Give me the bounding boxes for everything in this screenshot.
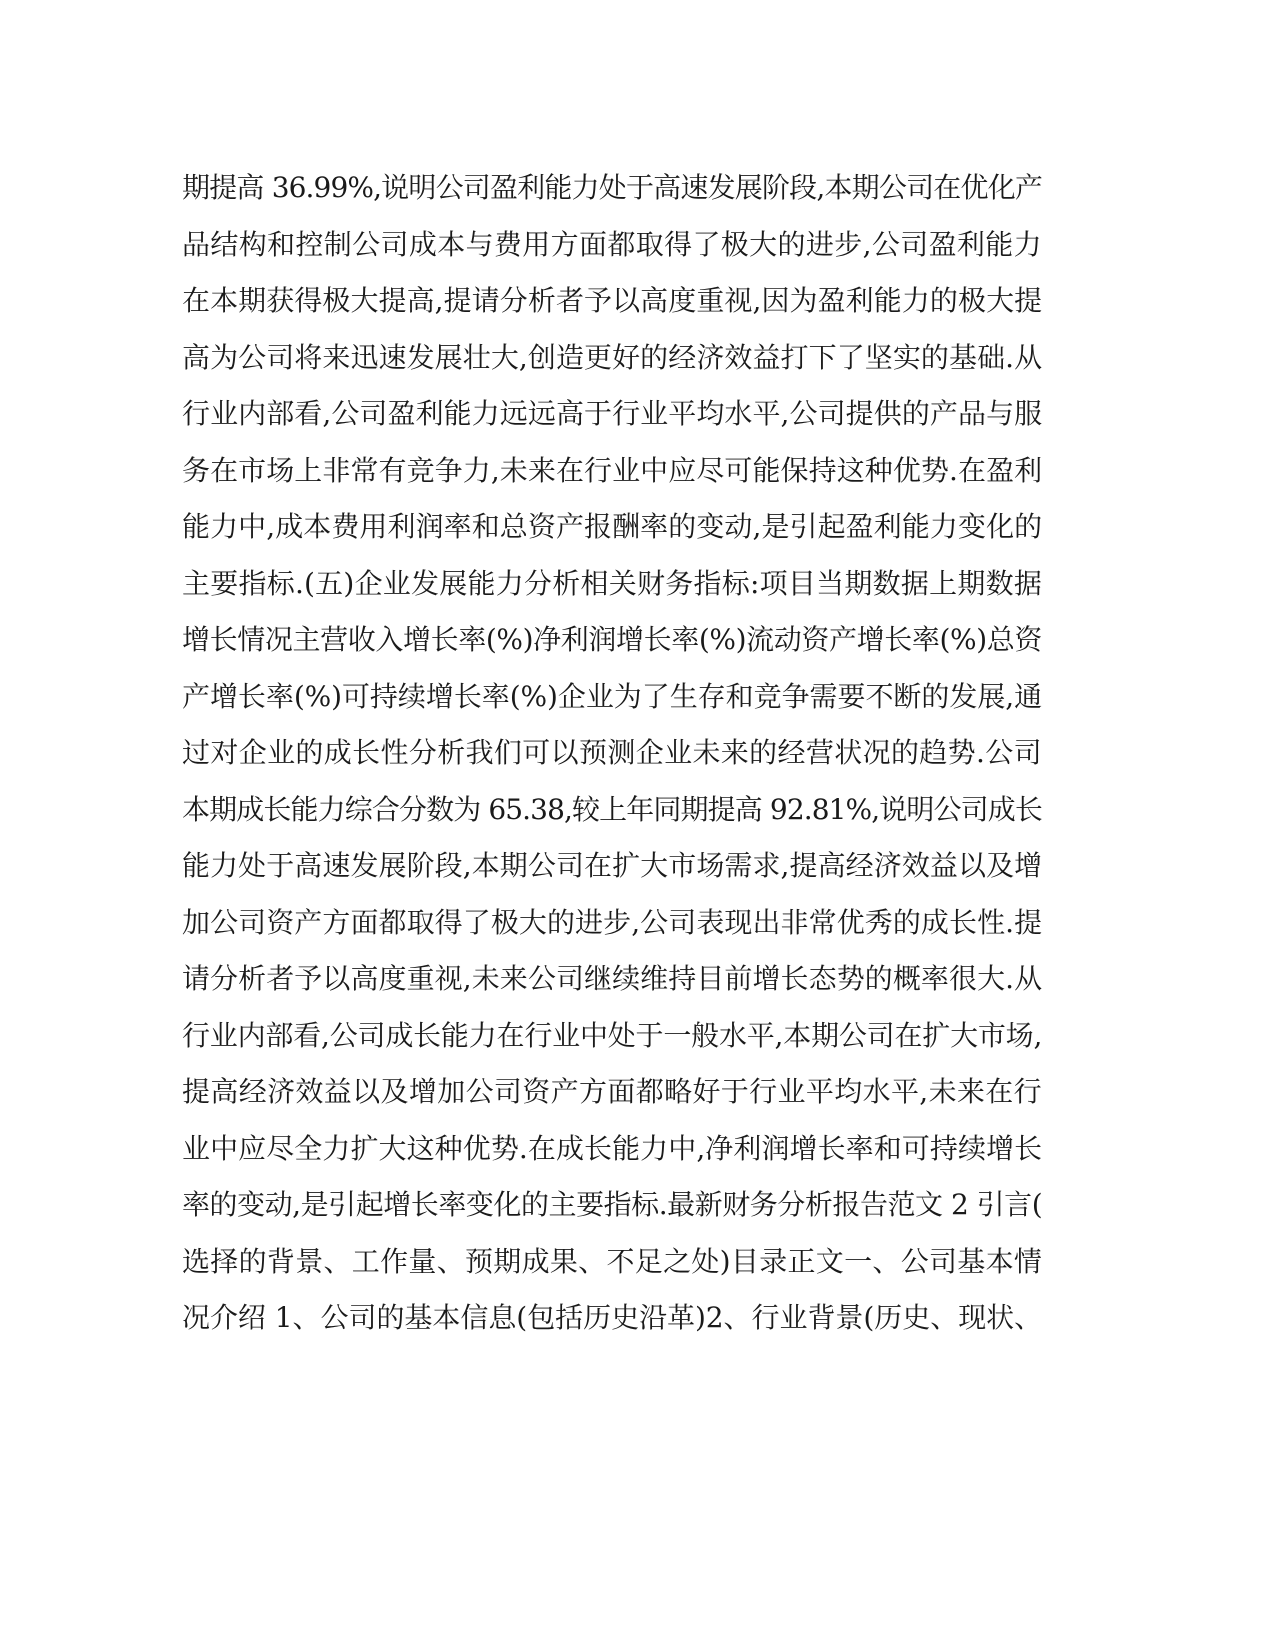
body-text (182, 160, 1042, 1347)
text-line: 高为公司将来迅速发展壮大,创造更好的经济效益打下了坚实的基础.从 (182, 340, 1042, 374)
text-line: 本期成长能力综合分数为 65.38,较上年同期提高 92.81%,说明公司成长 (182, 792, 1042, 826)
text-line: 过对企业的成长性分析我们可以预测企业未来的经营状况的趋势.公司 (182, 736, 1042, 769)
text-line: 选择的背景、工作量、预期成果、不足之处)目录正文一、公司基本情 (182, 1244, 1042, 1278)
text-line: 在本期获得极大提高,提请分析者予以高度重视,因为盈利能力的极大提 (182, 284, 1042, 317)
text-line: 行业内部看,公司盈利能力远远高于行业平均水平,公司提供的产品与服 (182, 397, 1042, 430)
text-line: 主要指标.(五)企业发展能力分析相关财务指标:项目当期数据上期数据 (182, 566, 1042, 600)
text-line: 提高经济效益以及增加公司资产方面都略好于行业平均水平,未来在行 (182, 1075, 1042, 1108)
text-line: 请分析者予以高度重视,未来公司继续维持目前增长态势的概率很大.从 (182, 962, 1042, 995)
text-line: 增长情况主营收入增长率(%)净利润增长率(%)流动资产增长率(%)总资 (182, 623, 1042, 656)
text-line: 加公司资产方面都取得了极大的进步,公司表现出非常优秀的成长性.提 (182, 905, 1042, 939)
text-line: 能力处于高速发展阶段,本期公司在扩大市场需求,提高经济效益以及增 (182, 849, 1042, 882)
text-line: 率的变动,是引起增长率变化的主要指标.最新财务分析报告范文 2 引言( (182, 1188, 1042, 1221)
text-line: 品结构和控制公司成本与费用方面都取得了极大的进步,公司盈利能力 (182, 227, 1042, 261)
text-line: 产增长率(%)可持续增长率(%)企业为了生存和竞争需要不断的发展,通 (182, 679, 1042, 713)
text-line: 能力中,成本费用利润率和总资产报酬率的变动,是引起盈利能力变化的 (182, 510, 1042, 543)
text-line: 况介绍 1、公司的基本信息(包括历史沿革)2、行业背景(历史、现状、 (182, 1301, 1042, 1334)
text-line: 业中应尽全力扩大这种优势.在成长能力中,净利润增长率和可持续增长 (182, 1131, 1042, 1165)
text-line: 行业内部看,公司成长能力在行业中处于一般水平,本期公司在扩大市场, (182, 1018, 1042, 1052)
text-line: 务在市场上非常有竞争力,未来在行业中应尽可能保持这种优势.在盈利 (182, 453, 1042, 487)
text-line: 期提高 36.99%,说明公司盈利能力处于高速发展阶段,本期公司在优化产 (182, 171, 1042, 204)
